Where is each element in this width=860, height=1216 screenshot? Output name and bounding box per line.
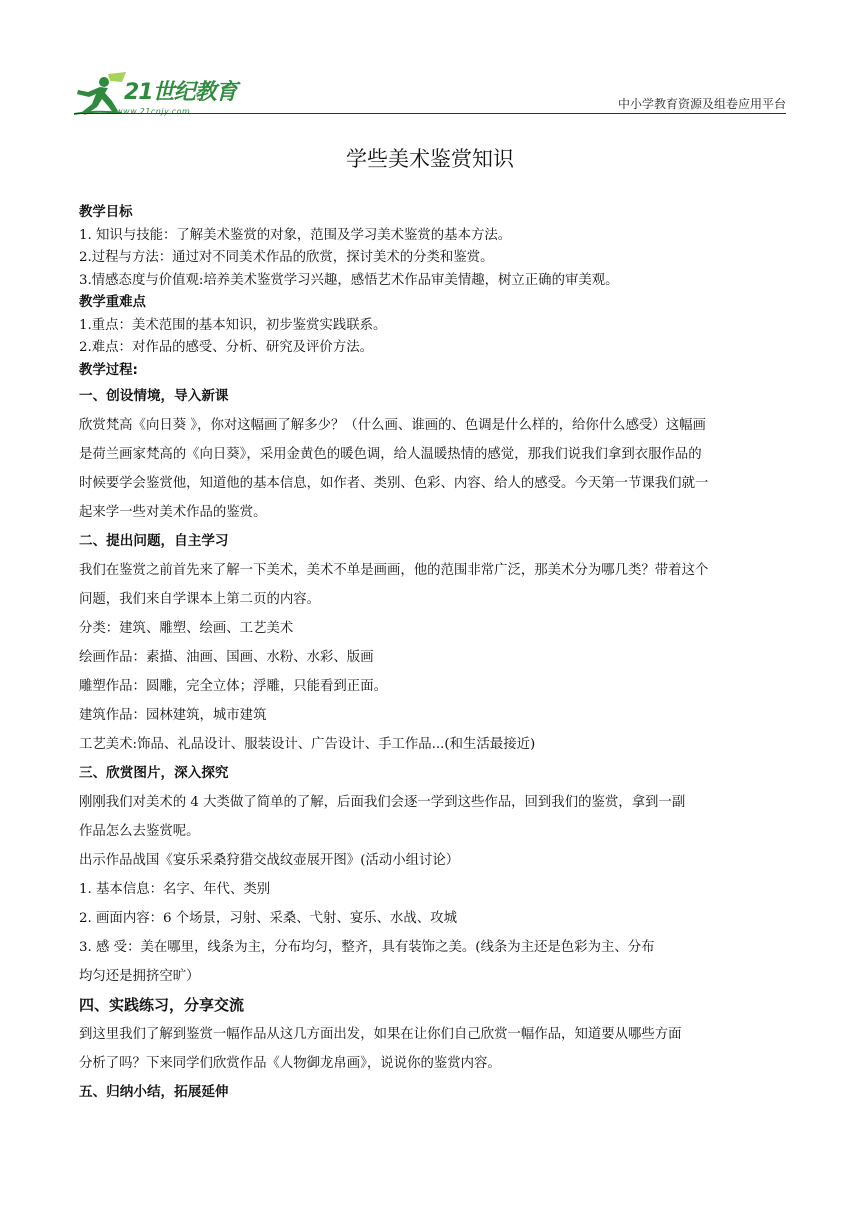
paragraph-line: 问题，我们来自学课本上第二页的内容。 (79, 592, 321, 607)
objective-item: 3.情感态度与价值观:培养美术鉴赏学习兴趣，感悟艺术作品审美情趣，树立正确的审美观。 (79, 272, 619, 288)
document-body (79, 202, 791, 1107)
paragraph-line: 绘画作品：素描、油画、国画、水粉、水彩、版画 (79, 650, 374, 665)
page-header (74, 66, 786, 116)
logo-url: www.21cnjy.com (116, 107, 191, 116)
section-heading: 一、创设情境，导入新课 (79, 388, 229, 404)
paragraph-line: 均匀还是拥挤空旷） (79, 969, 200, 984)
paragraph-line: 雕塑作品：圆雕，完全立体；浮雕，只能看到正面。 (79, 679, 387, 694)
section-heading: 四、实践练习，分享交流 (79, 996, 245, 1014)
paragraph-line: 2. 画面内容：6 个场景，习射、采桑、弋射、宴乐、水战、攻城 (79, 911, 457, 926)
paragraph-line: 欣赏梵高《向日葵 》，你对这幅画了解多少？（什么画、谁画的、色调是什么样的，给你什么感受）这幅画 (79, 418, 706, 433)
paragraph-line: 1. 基本信息：名字、年代、类别 (79, 882, 271, 897)
section-heading: 三、欣赏图片，深入探究 (79, 765, 229, 781)
paragraph-line: 3. 感 受：美在哪里，线条为主，分布均匀，整齐，具有装饰之美。(线条为主还是色彩为主、分布 (79, 940, 655, 955)
document-title: 学些美术鉴赏知识 (346, 147, 514, 171)
paragraph-line: 工艺美术:饰品、礼品设计、服装设计、广告设计、手工作品...(和生活最接近) (79, 737, 536, 752)
paragraph-line: 作品怎么去鉴赏呢。 (79, 824, 200, 839)
header-divider (74, 113, 786, 114)
paragraph-line: 起来学一些对美术作品的鉴赏。 (79, 505, 267, 520)
process-heading: 教学过程: (79, 362, 138, 378)
paragraph-line: 到这里我们了解到鉴赏一幅作品从这几方面出发，如果在让你们自己欣赏一幅作品，知道要从哪些方面 (79, 1027, 682, 1042)
paragraph-line: 分析了吗？下来同学们欣赏作品《人物御龙帛画》，说说你的鉴赏内容。 (79, 1056, 501, 1071)
section-heading: 二、提出问题，自主学习 (79, 533, 229, 549)
paragraph-line: 分类：建筑、雕塑、绘画、工艺美术 (79, 621, 294, 636)
key-points-heading: 教学重难点 (79, 295, 146, 310)
logo-text: 21世纪教育 (124, 80, 237, 105)
platform-name: 中小学教育资源及组卷应用平台 (617, 97, 786, 111)
paragraph-line: 时候要学会鉴赏他，知道他的基本信息，如作者、类别、色彩、内容、给人的感受。今天第一节课我们就一 (79, 476, 709, 491)
paragraph-line: 出示作品战国《宴乐采桑狩猎交战纹壶展开图》(活动小组讨论） (79, 853, 460, 868)
section-heading: 五、归纳小结，拓展延伸 (79, 1084, 229, 1100)
paragraph-line: 刚刚我们对美术的 4 大类做了简单的了解，后面我们会逐一学到这些作品，回到我们的鉴赏，拿到一副 (79, 795, 686, 810)
paragraph-line: 是荷兰画家梵高的《向日葵》，采用金黄色的暖色调，给人温暖热情的感觉，那我们说我们拿到衣服作品的 (79, 447, 702, 462)
objective-item: 1. 知识与技能：了解美术鉴赏的对象，范围及学习美术鉴赏的基本方法。 (79, 227, 512, 243)
paragraph-line: 我们在鉴赏之前首先来了解一下美术，美术不单是画画，他的范围非常广泛，那美术分为哪几类？带着这个 (79, 563, 709, 578)
paragraph-line: 建筑作品：园林建筑，城市建筑 (79, 708, 267, 723)
site-logo (74, 72, 244, 116)
objective-item: 2.过程与方法：通过对不同美术作品的欣赏，探讨美术的分类和鉴赏。 (79, 250, 494, 265)
key-point-item: 1.重点：美术范围的基本知识，初步鉴赏实践联系。 (79, 317, 387, 333)
key-point-item: 2.难点：对作品的感受、分析、研究及评价方法。 (79, 340, 373, 355)
objectives-heading: 教学目标 (79, 205, 133, 220)
